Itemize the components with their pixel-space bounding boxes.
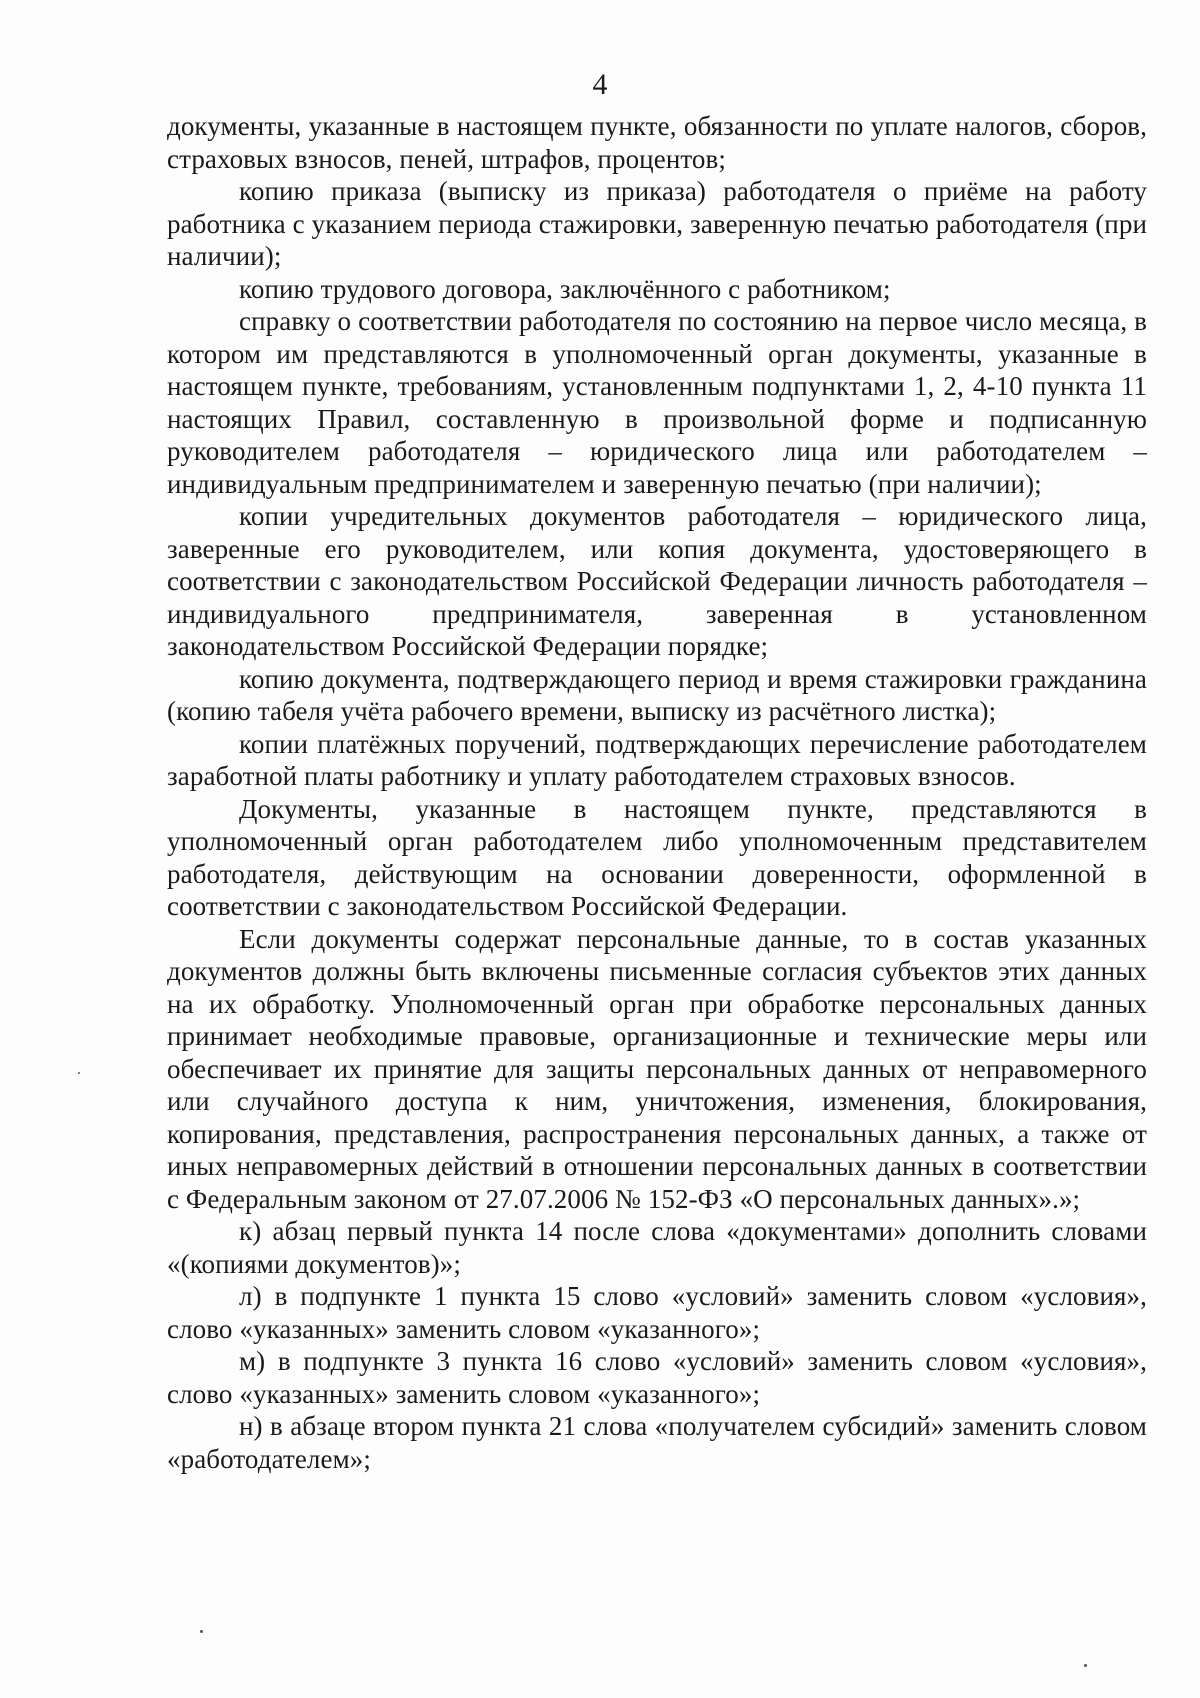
scan-speck xyxy=(1084,1664,1087,1667)
paragraph: копии учредительных документов работодателя – юридического лица, заверенные его руководителем, или копия документа, удостоверяющего в соответствии с законодательством Российской Федерации личность работодателя – индивидуального предпринимателя, заверенная в установленном законодательством Российской Федерации порядке; xyxy=(167,501,1147,661)
paragraph: документы, указанные в настоящем пункте, обязанности по уплате налогов, сборов, страховых взносов, пеней, штрафов, процентов; xyxy=(167,111,1147,174)
paragraph: копию трудового договора, заключённого с работником; xyxy=(239,273,891,304)
paragraph: копии платёжных поручений, подтверждающих перечисление работодателем заработной платы работнику и уплату работодателем страховых взносов. xyxy=(167,728,1147,791)
paragraph: м) в подпункте 3 пункта 16 слово «условий» заменить словом «условия», слово «указанных» заменить словом «указанного»; xyxy=(167,1346,1147,1409)
paragraph: справку о соответствии работодателя по состоянию на первое число месяца, в котором им представляются в уполномоченный орган документы, указанные в настоящем пункте, требованиям, установленным подпунктами 1, 2, 4-10 пункта 11 настоящих Правил, составленную в произвольной форме и подписанную руководителем работодателя – юридического лица или работодателем – индивидуальным предпринимателем и заверенную печатью (при наличии); xyxy=(167,306,1147,499)
page-number: 4 xyxy=(592,68,608,101)
paragraph: копию приказа (выписку из приказа) работодателя о приёме на работу работника с указанием периода стажировки, заверенную печатью работодателя (при наличии); xyxy=(167,176,1147,271)
paragraph: к) абзац первый пункта 14 после слова «документами» дополнить словами «(копиями документов)»; xyxy=(167,1216,1147,1279)
paragraph: н) в абзаце втором пункта 21 слова «получателем субсидий» заменить словом «работодателем»; xyxy=(167,1411,1147,1474)
scan-speck xyxy=(78,1072,80,1074)
paragraph: копию документа, подтверждающего период и время стажировки гражданина (копию табеля учёта рабочего времени, выписку из расчётного листка); xyxy=(167,663,1147,726)
paragraph: Документы, указанные в настоящем пункте, представляются в уполномоченный орган работодателем либо уполномоченным представителем работодателя, действующим на основании доверенности, оформленной в соответствии с законодательством Российской Федерации. xyxy=(167,793,1147,921)
paragraph: л) в подпункте 1 пункта 15 слово «условий» заменить словом «условия», слово «указанных» заменить словом «указанного»; xyxy=(167,1281,1147,1344)
scan-speck xyxy=(200,1630,203,1633)
paragraph: Если документы содержат персональные данные, то в состав указанных документов должны быть включены письменные согласия субъектов этих данных на их обработку. Уполномоченный орган при обработке персональных данных принимает необходимые правовые, организационные и технические меры или обеспечивает их принятие для защиты персональных данных от неправомерного или случайного доступа к ним, уничтожения, изменения, блокирования, копирования, представления, распространения персональных данных, а также от иных неправомерных действий в отношении персональных данных в соответствии с Федеральным законом от 27.07.2006 № 152-ФЗ «О персональных данных».»; xyxy=(167,923,1147,1214)
document-body xyxy=(167,110,1147,1475)
